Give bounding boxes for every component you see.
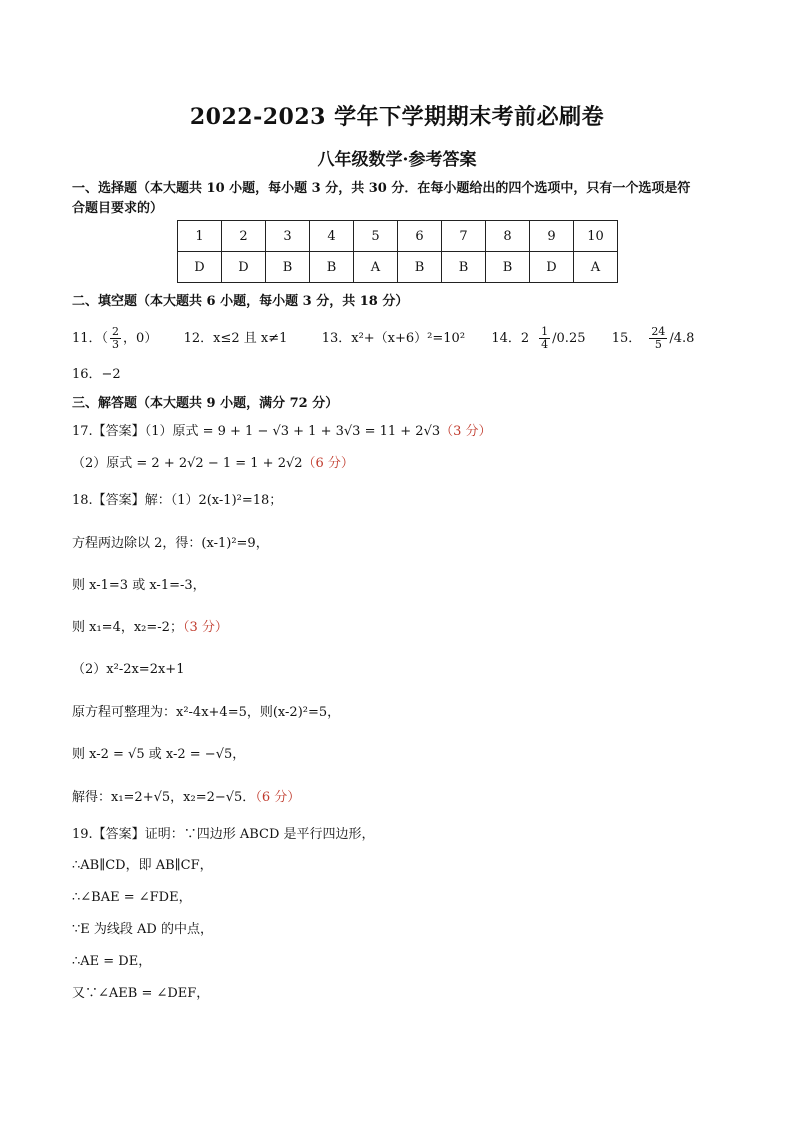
q18-line4-text: 则 x₁=4，x₂=-2； [72,620,183,635]
q14-prefix: 14．2 [491,331,530,346]
answer-table [177,220,618,283]
section1-heading-line1: 一、选择题（本大题共 10 小题，每小题 3 分，共 30 分．在每小题给出的四个选项中，只有一个选项是符 [72,181,691,196]
q15-denominator: 5 [654,338,662,351]
q15-numerator: 24 [651,325,666,338]
q18-line8-text: 解得：x₁=2+√5，x₂=2−√5． [72,790,256,805]
page-subtitle: 八年级数学·参考答案 [317,150,477,170]
q11-prefix: 11．（ [72,331,109,346]
q19-line3: ∴∠BAE = ∠FDE， [72,890,192,905]
q15-prefix: 15． [611,331,642,346]
answer-table-number: 8 [486,221,530,252]
q17-part1-line [72,423,492,441]
q19-line2: ∴AB∥CD，即 AB∥CF， [72,858,213,873]
q18-line2: 方程两边除以 2，得：(x-1)²=9， [72,536,269,551]
q17-part2-line [72,455,354,473]
section2-heading: 二、填空题（本大题共 6 小题，每小题 3 分，共 18 分） [72,294,409,309]
answer-table-answer: B [486,252,530,283]
q15-fraction [649,326,667,351]
q17-part1: （1）原式 = 9 + 1 − √3 + 1 + 3√3 = 11 + 2√3 [144,424,441,439]
q14-denominator: 4 [541,338,549,351]
q14-numerator: 1 [541,325,549,338]
answer-table-number: 5 [354,221,398,252]
q17-part2-score: （6 分） [302,456,354,471]
q18-label: 18.【答案】 [72,493,145,508]
answer-table-number: 1 [178,221,222,252]
answer-table-number: 4 [310,221,354,252]
answer-table-answer: D [530,252,574,283]
answer-table-number: 10 [574,221,618,252]
answer-table-answer: B [398,252,442,283]
q19-line6: 又∵∠AEB = ∠DEF， [72,986,210,1001]
q18-line8-score: （6 分） [255,790,301,805]
page-title: 2022-2023 学年下学期期末考前必刷卷 [189,104,605,130]
q17-part1-score: （3 分） [440,424,492,439]
section1-heading-line2: 合题目要求的） [72,201,164,216]
q18-line1-text: 解：（1）2(x-1)²=18； [144,493,283,508]
answer-table-number: 3 [266,221,310,252]
q14-suffix: /0.25 [552,331,586,346]
q16-answer: 16．−2 [72,367,121,382]
answer-table-number: 2 [222,221,266,252]
q17-part2: （2）原式 = 2 + 2√2 − 1 = 1 + 2√2 [72,456,303,471]
q19-line1 [72,826,375,844]
q11-denominator: 3 [112,338,120,351]
q18-line3: 则 x-1=3 或 x-1=-3， [72,578,206,593]
q17-label: 17.【答案】 [72,424,145,439]
answer-table-answer: B [442,252,486,283]
q11-numerator: 2 [112,325,120,338]
q14-fraction [539,326,550,351]
q13-answer: 13．x²+（x+6）²=10² [321,331,466,346]
q18-line8 [72,789,300,807]
answer-table-answer: D [222,252,266,283]
answer-table-number: 7 [442,221,486,252]
answer-table-answer: A [354,252,398,283]
answer-table-numbers-row [178,221,618,252]
q19-line4: ∵E 为线段 AD 的中点， [72,922,213,937]
q18-line1 [72,492,282,510]
answer-table-number: 9 [530,221,574,252]
q18-line6: 原方程可整理为：x²-4x+4=5，则(x-2)²=5， [72,705,341,720]
answer-table-number: 6 [398,221,442,252]
q18-line5: （2）x²-2x=2x+1 [72,662,185,677]
fill-answers-row [72,326,694,351]
q12-answer: 12．x≤2 且 x≠1 [183,331,288,346]
q11-fraction [110,326,121,351]
answer-table-answer: B [266,252,310,283]
q11-suffix: ，0） [123,331,158,346]
q18-line4-score: （3 分） [182,620,228,635]
answer-table-answer: B [310,252,354,283]
q19-line5: ∴AE = DE， [72,954,152,969]
q18-line4 [72,619,228,637]
q18-line7: 则 x-2 = √5 或 x-2 = −√5， [72,747,246,762]
answer-table-answers-row [178,252,618,283]
answer-table-answer: D [178,252,222,283]
section3-heading: 三、解答题（本大题共 9 小题，满分 72 分） [72,396,339,411]
q19-label: 19.【答案】 [72,827,145,842]
q19-line1-text: 证明：∵四边形 ABCD 是平行四边形， [144,827,375,842]
q15-suffix: /4.8 [669,331,695,346]
answer-table-answer: A [574,252,618,283]
